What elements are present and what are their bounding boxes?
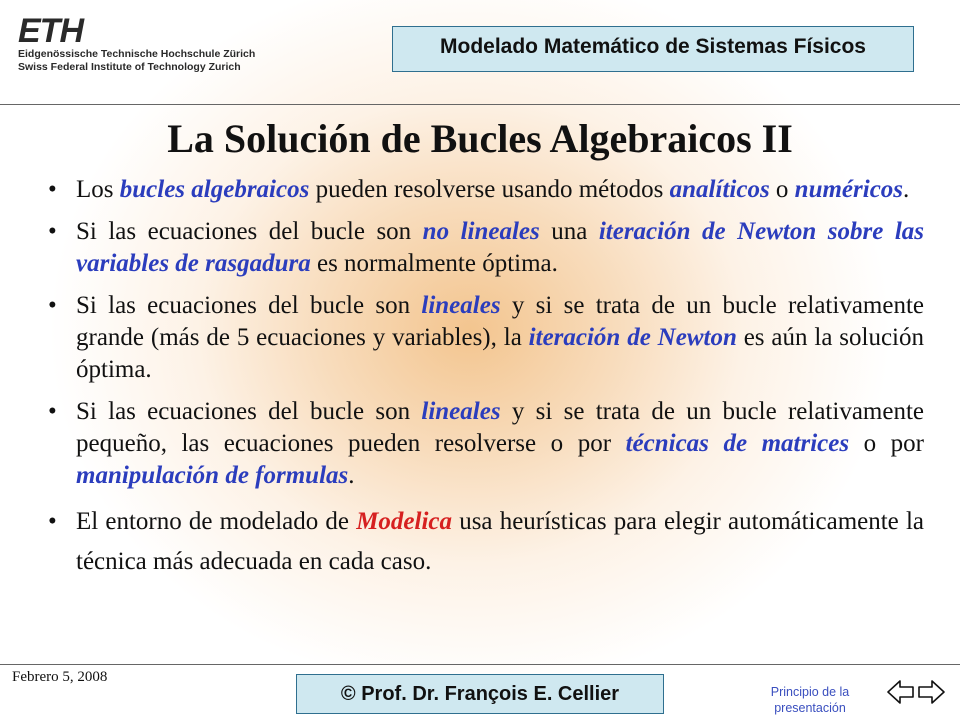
bullet-text: una	[539, 218, 599, 245]
bullet-highlight: no lineales	[422, 218, 540, 245]
bullet-text: Si las ecuaciones del bucle son	[76, 292, 422, 319]
bullet-text: pueden resolverse usando métodos	[309, 176, 670, 203]
bullet-text: .	[348, 462, 355, 489]
arrow-left-icon[interactable]	[886, 678, 915, 706]
bullet-text: Los	[76, 176, 120, 203]
bullet-item	[48, 174, 924, 206]
bullet-text: Si las ecuaciones del bucle son	[76, 218, 423, 245]
bullet-highlight: lineales	[421, 292, 501, 319]
bullet-text: .	[903, 176, 910, 203]
author-box	[296, 674, 664, 714]
bullet-text: Si las ecuaciones del bucle son	[76, 398, 422, 425]
bullet-item	[48, 396, 924, 492]
footer-divider	[0, 664, 960, 665]
bullet-highlight: analíticos	[669, 176, 770, 203]
bullet-text: y si se trata de un bucle relativamente pequeño, las ecuaciones pueden resolverse o por	[76, 398, 925, 457]
footer-date: Febrero 5, 2008	[12, 669, 108, 685]
bullet-text: usa heurísticas para elegir automáticamente la técnica más adecuada en cada caso.	[76, 508, 924, 575]
bullet-item	[48, 502, 924, 582]
bullet-list	[48, 174, 924, 592]
bullet-text: y si se trata de un bucle relativamente grande (más de 5 ecuaciones y variables), la	[76, 292, 925, 351]
bullet-text: o	[769, 176, 795, 203]
bullet-highlight: manipulación de formulas	[76, 462, 349, 489]
author-label: © Prof. Dr. François E. Cellier	[340, 682, 620, 705]
eth-logo	[18, 12, 256, 74]
nav-arrows	[886, 678, 946, 706]
bullet-highlight: lineales	[421, 398, 501, 425]
bullet-text: o por	[849, 430, 924, 457]
presentation-start-link[interactable]: Principio de la presentación	[770, 685, 850, 715]
bullet-highlight: iteración de Newton sobre las variables de rasgadura	[76, 218, 924, 277]
bullet-highlight: numéricos	[794, 176, 904, 203]
course-title: Modelado Matemático de Sistemas Físicos	[440, 35, 866, 58]
bullet-highlight: bucles algebraicos	[119, 176, 310, 203]
bullet-text: El entorno de modelado de	[76, 508, 357, 535]
bullet-highlight: iteración de Newton	[528, 324, 737, 351]
bullet-text: es normalmente óptima.	[310, 250, 558, 277]
eth-logo-line-german: Eidgenössische Technische Hochschule Zürich	[18, 48, 256, 60]
eth-logo-line-english: Swiss Federal Institute of Technology Zurich	[18, 61, 241, 73]
bullet-item	[48, 216, 924, 280]
arrow-right-icon[interactable]	[917, 678, 946, 706]
bullet-highlight: técnicas de matrices	[625, 430, 850, 457]
slide-title: La Solución de Bucles Algebraicos II	[167, 116, 793, 161]
eth-logo-mark: ETH	[18, 12, 83, 50]
header-divider	[0, 104, 960, 105]
bullet-text: es aún la solución óptima.	[76, 324, 924, 383]
bullet-highlight-modelica: Modelica	[356, 508, 453, 535]
bullet-item	[48, 290, 924, 386]
